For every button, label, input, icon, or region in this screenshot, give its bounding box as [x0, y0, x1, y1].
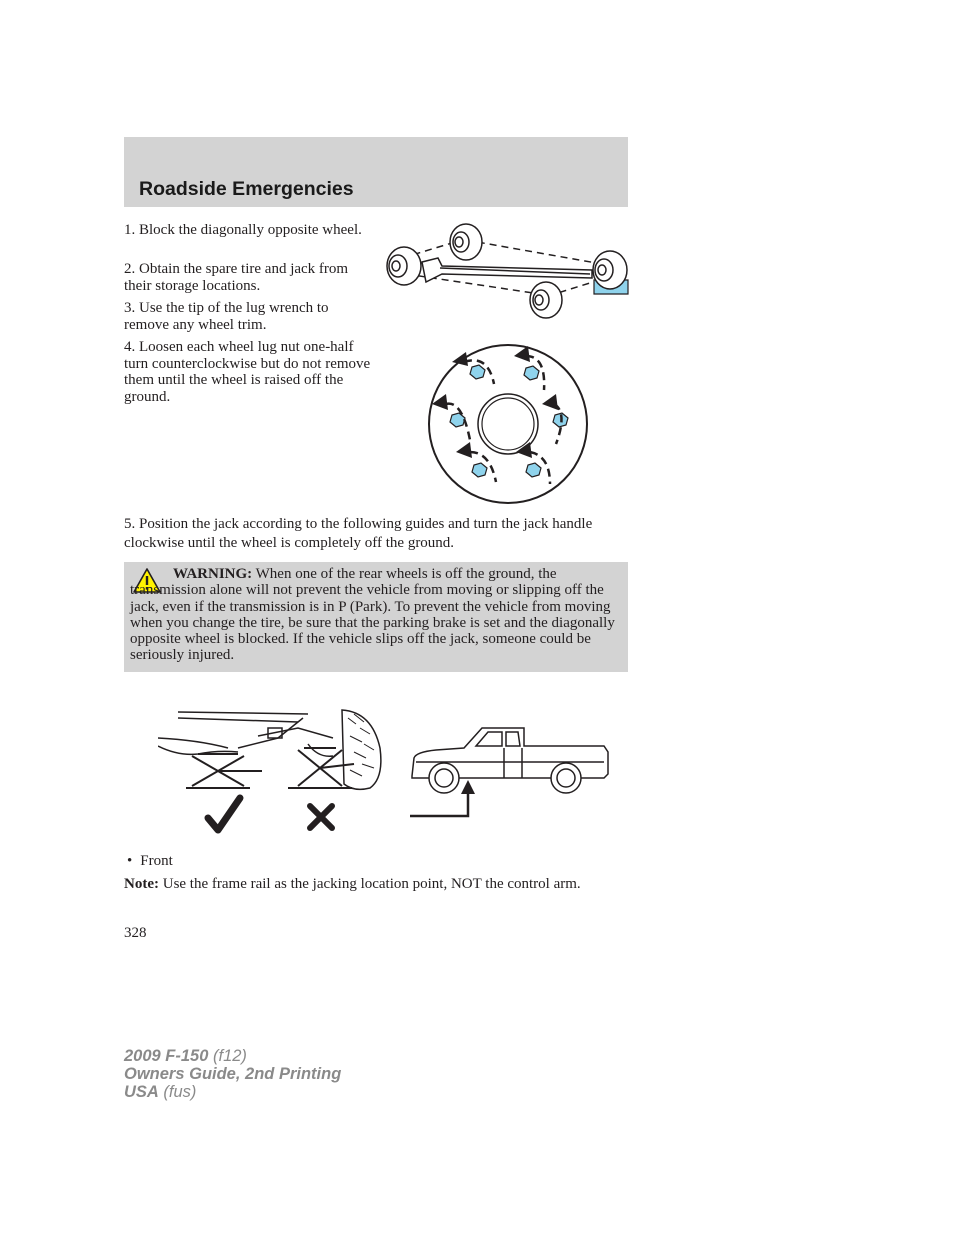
footer-market: USA: [124, 1083, 159, 1101]
diagonal-wheel-block-diagram: [382, 222, 632, 322]
step-3: 3. Use the tip of the lug wrench to remove any wheel trim.: [124, 300, 329, 333]
step-5: 5. Position the jack according to the following guides and turn the jack handle clockwise until the wheel is completely off the ground.: [124, 516, 593, 551]
step-2: 2. Obtain the spare tire and jack from their storage locations.: [124, 261, 349, 294]
footer: [124, 1047, 341, 1101]
warning-label: WARNING:: [173, 566, 253, 582]
jack-placement-diagram: [158, 708, 392, 836]
note-label: Note:: [124, 876, 159, 892]
bullet-marker: •: [127, 853, 133, 869]
section-header: [124, 137, 628, 207]
x-mark-icon: [310, 806, 332, 828]
section-title: Roadside Emergencies: [139, 178, 354, 200]
footer-guide: Owners Guide, 2nd Printing: [124, 1065, 342, 1083]
step-4: 4. Loosen each wheel lug nut one-half turn counterclockwise but do not remove them until the wheel is raised off the ground.: [124, 339, 371, 405]
page-number: 328: [124, 925, 147, 941]
check-mark-icon: [208, 798, 240, 830]
bullet-text: Front: [140, 853, 173, 869]
warning-box: [124, 562, 628, 672]
note-text: Use the frame rail as the jacking location point, NOT the control arm.: [158, 876, 581, 892]
warning-body: When one of the rear wheels is off the ground, the transmission alone will not prevent the vehicle from moving or slipping off the jack, even if the transmission is in P (Park). To prevent the vehicle from moving when you change the tire, be sure that the parking brake is set and the diagonally opposite wheel is blocked. If the vehicle slips off the jack, someone could be seriously injured.: [130, 566, 615, 664]
footer-market-code: (fus): [158, 1083, 197, 1101]
step-1: 1. Block the diagonally opposite wheel.: [124, 222, 362, 238]
warning-text: [130, 566, 624, 664]
footer-model: 2009 F-150: [124, 1047, 209, 1065]
note: [124, 876, 628, 893]
list-item: [127, 853, 173, 870]
truck-jack-point-diagram: [406, 722, 612, 822]
footer-model-code: (f12): [208, 1047, 247, 1065]
lug-nut-loosening-diagram: [426, 344, 590, 508]
